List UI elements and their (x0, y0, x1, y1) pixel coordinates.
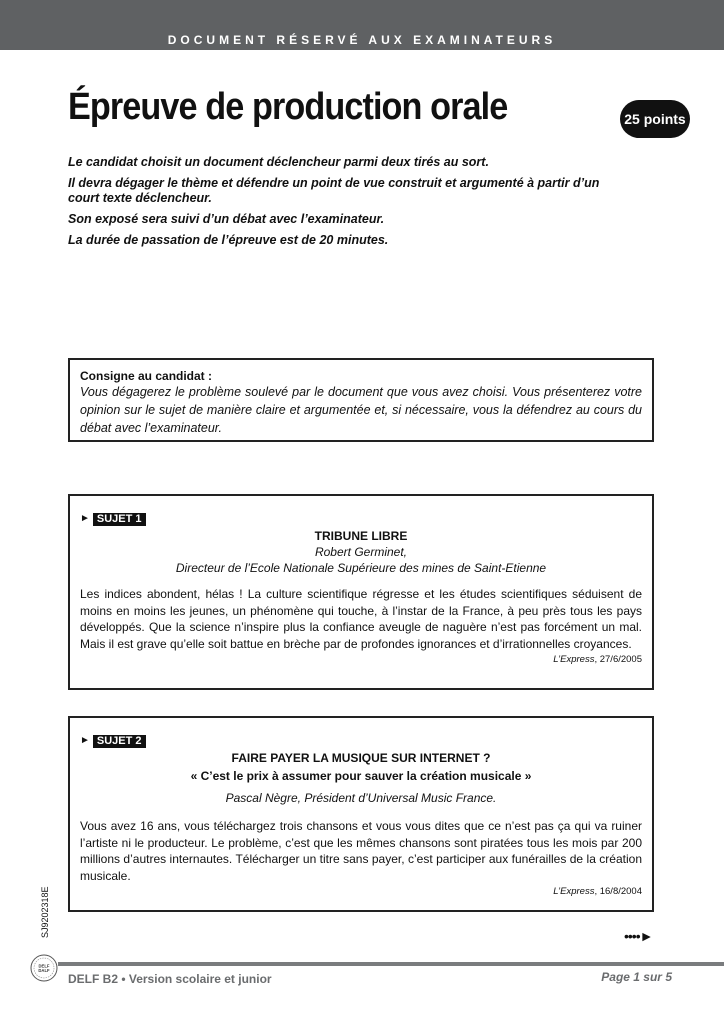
delf-dalf-logo-icon (28, 952, 60, 984)
intro-line: Il devra dégager le thème et défendre un point de vue construit et argumenté à partir d’un court texte déclencheur. (68, 176, 600, 205)
source-date: , 16/8/2004 (594, 886, 642, 897)
sujet-author-title: Directeur de l’Ecole Nationale Supérieure des mines de Saint-Etienne (175, 561, 547, 575)
source-name: L’Express (553, 654, 595, 665)
sujet-subheading: « C’est le prix à assumer pour sauver la création musicale » (190, 769, 532, 783)
next-page-arrow-icon: ••••► (624, 928, 653, 944)
sujet-heading: TRIBUNE LIBRE (314, 529, 408, 543)
sujet-source (80, 885, 642, 899)
sujet-2-box (68, 716, 654, 912)
sujet-label: SUJET 2 (93, 735, 146, 748)
sujet-body: Vous avez 16 ans, vous téléchargez trois chansons et vous vous dites que ce n’est pas ça qui va ruiner l’artiste ni le producteur. Le problème, c’est que les mêmes chansons sont piratées tous les mois par 200 millions d’autres internautes. Télécharger un titre sans payer, c’est participer aux funérailles de la création musicale. (80, 819, 642, 883)
page-title: Épreuve de production orale (68, 86, 508, 128)
consigne-box (68, 358, 654, 442)
intro-line: Le candidat choisit un document déclencheur parmi deux tirés au sort. (68, 155, 489, 169)
intro-line: La durée de passation de l’épreuve est de 20 minutes. (68, 233, 389, 247)
points-badge: 25 points (620, 100, 690, 138)
triangle-right-icon: ► (80, 513, 90, 524)
triangle-right-icon: ► (80, 735, 90, 746)
sujet-source (80, 653, 642, 667)
sujet-author: Pascal Nègre, Président d’Universal Music France. (225, 791, 497, 805)
svg-text:DALF: DALF (38, 968, 50, 973)
source-name: L’Express (553, 886, 595, 897)
sujet-author: Robert Germinet, (314, 545, 408, 559)
footer-exam-name: DELF B2 • Version scolaire et junior (68, 972, 272, 986)
document-code: SJ9202318E (40, 886, 50, 938)
sujet-label: SUJET 1 (93, 513, 146, 526)
consigne-title: Consigne au candidat : (80, 369, 213, 383)
page-number: Page 1 sur 5 (601, 970, 672, 984)
sujet-heading: FAIRE PAYER LA MUSIQUE SUR INTERNET ? (231, 751, 491, 765)
svg-text:DELF: DELF (38, 963, 50, 969)
consigne-text: Vous dégagerez le problème soulevé par le document que vous avez choisi. Vous présenterez votre opinion sur le sujet de manière claire et argumentée et, si nécessaire, vous la défendrez au cours du débat avec l’examinateur. (80, 385, 642, 435)
intro-line: Son exposé sera suivi d’un débat avec l’examinateur. (68, 212, 385, 226)
sujet-body: Les indices abondent, hélas ! La culture scientifique régresse et les études scientifiques séduisent de moins en moins les jeunes, un phénomène qui touche, à l’instar de la France, à peu près tous les pays développés. Que la science n’inspire plus la confiance aveugle de naguère n’est pas forcément un mal. Mais il est grave qu’elle soit battue en brèche par de profondes ignorances et d’irrationnelles croyances. (80, 587, 642, 651)
intro-instructions (68, 155, 628, 254)
sujet-tag (80, 734, 642, 748)
footer-rule (58, 962, 724, 966)
sujet-tag (80, 512, 642, 526)
sujet-1-box (68, 494, 654, 690)
source-date: , 27/6/2005 (594, 654, 642, 665)
header-band: DOCUMENT RÉSERVÉ AUX EXAMINATEURS (0, 0, 724, 50)
